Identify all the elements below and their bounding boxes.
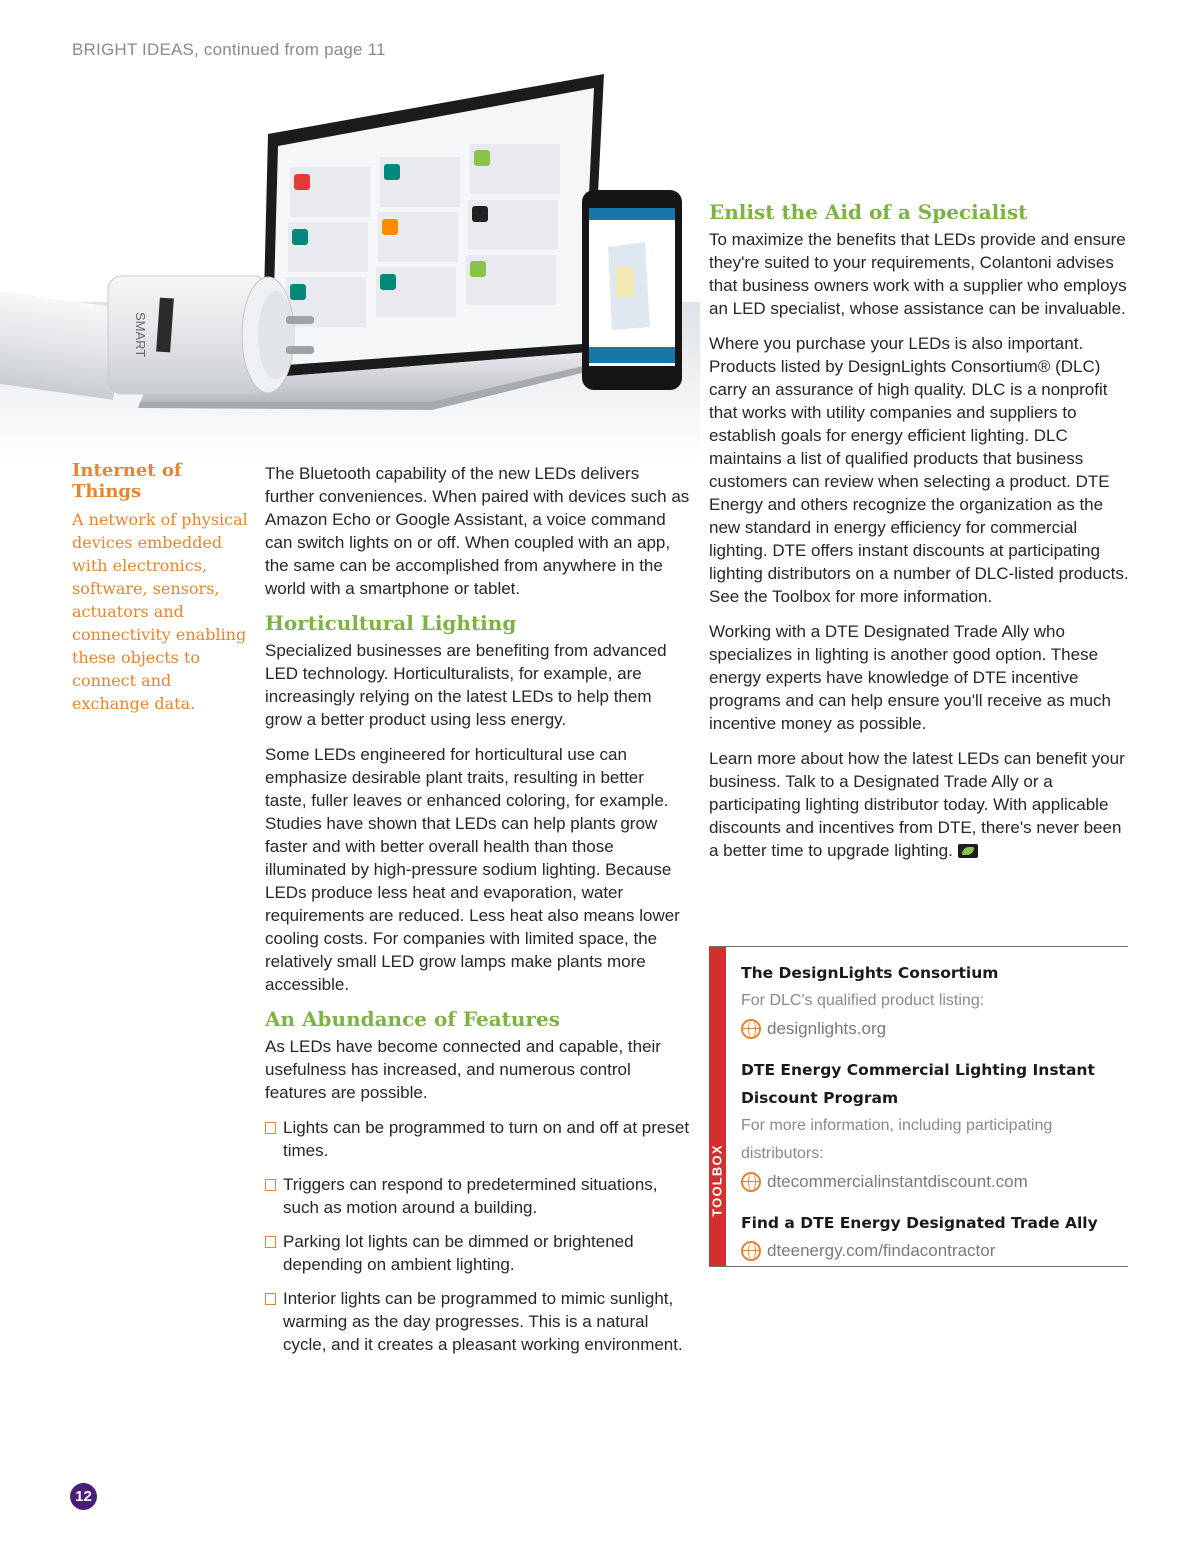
- bullet-box-icon: [265, 1179, 276, 1191]
- toolbox-entry-desc: For DLC's qualified product listing:: [741, 992, 985, 1009]
- toolbox-entry-desc: For more information, including participating distributors:: [741, 1117, 1053, 1162]
- toolbox-entry: [741, 1056, 1121, 1196]
- intro-paragraph: The Bluetooth capability of the new LEDs delivers further conveniences. When paired with devices such as Amazon Echo or Google Assistant, a voice command can switch lights on or off. When coupled with an app, the same can be accomplished from anywhere in the world with a smartphone or tablet.: [265, 464, 690, 598]
- sidebar-title: Internet of Things: [72, 460, 182, 502]
- right-column: [709, 197, 1134, 874]
- list-item: [265, 1230, 690, 1276]
- toolbox-link[interactable]: [741, 1168, 1121, 1196]
- specialist-paragraph-4: [709, 747, 1134, 862]
- list-item-text: Interior lights can be programmed to mimic sunlight, warming as the day progresses. This is a natural cycle, and it creates a pleasant working environment.: [283, 1289, 683, 1354]
- toolbox-entry-title: DTE Energy Commercial Lighting Instant Discount Program: [741, 1061, 1095, 1107]
- toolbox-entry-title: The DesignLights Consortium: [741, 964, 999, 982]
- sidebar-text: A network of physical devices embedded with electronics, software, sensors, actuators and connectivity enabling these objects to connect and exchange data.: [72, 510, 248, 713]
- toolbox-entry: [741, 1209, 1121, 1265]
- globe-icon: [741, 1241, 761, 1261]
- middle-column: [265, 462, 690, 1367]
- specialist-paragraph-1: To maximize the benefits that LEDs provide and ensure they're suited to your requirements, Colantoni advises that business owners work with a supplier who employs an LED specialist, whose assistance can be invaluable.: [709, 230, 1127, 318]
- features-list: [265, 1116, 690, 1356]
- toolbox-link-text[interactable]: dtecommercialinstantdiscount.com: [767, 1172, 1028, 1191]
- list-item-text: Parking lot lights can be dimmed or brightened depending on ambient lighting.: [283, 1232, 634, 1274]
- heading-horticultural: Horticultural Lighting: [265, 611, 517, 635]
- heading-specialist: Enlist the Aid of a Specialist: [709, 200, 1028, 224]
- toolbox-label: TOOLBOX: [709, 1144, 725, 1217]
- toolbox-link-text[interactable]: designlights.org: [767, 1019, 887, 1038]
- bullet-box-icon: [265, 1236, 276, 1248]
- bullet-box-icon: [265, 1293, 276, 1305]
- tube-brand-text: SMART: [133, 312, 148, 358]
- toolbox-bar: [709, 947, 726, 1266]
- list-item: [265, 1116, 690, 1162]
- page-number: 12: [70, 1483, 97, 1510]
- smartphone: [582, 190, 682, 390]
- list-item-text: Triggers can respond to predetermined situations, such as motion around a building.: [283, 1175, 658, 1217]
- specialist-paragraph-2: Where you purchase your LEDs is also important. Products listed by DesignLights Consortium® (DLC) carry an assurance of high quality. DLC is a nonprofit that works with utility companies and suppliers to establish goals for energy efficient lighting. DLC maintains a list of qualified products that business customers can review when selecting a product. DTE Energy and others recognize the organization as the new standard in energy efficiency for commercial lighting. DTE offers instant discounts at participating lighting distributors on a number of DLC-listed products. See the Toolbox for more information.: [709, 334, 1129, 606]
- running-head: BRIGHT IDEAS, continued from page 11: [72, 40, 386, 59]
- bullet-box-icon: [265, 1122, 276, 1134]
- toolbox-entry: [741, 959, 1121, 1043]
- leaf-end-icon: [958, 844, 978, 858]
- toolbox-entry-title: Find a DTE Energy Designated Trade Ally: [741, 1214, 1098, 1232]
- closing-text: Learn more about how the latest LEDs can benefit your business. Talk to a Designated Trade Ally or a participating lighting distributor today. With applicable discounts and incentives from DTE, there's never been a better time to upgrade lighting.: [709, 749, 1125, 860]
- toolbox-entries: [741, 959, 1121, 1278]
- list-item-text: Lights can be programmed to turn on and off at preset times.: [283, 1118, 690, 1160]
- hero-illustration: [0, 62, 700, 462]
- globe-icon: [741, 1172, 761, 1192]
- horticultural-paragraph-1: Specialized businesses are benefiting from advanced LED technology. Horticulturalists, for example, are increasingly relying on the latest LEDs to help them grow a better product using less energy.: [265, 641, 667, 729]
- led-tube: [0, 276, 314, 400]
- toolbox-link[interactable]: [741, 1237, 1121, 1265]
- toolbox: [709, 946, 1128, 1267]
- toolbox-link-text[interactable]: dteenergy.com/findacontractor: [767, 1241, 996, 1260]
- list-item: [265, 1173, 690, 1219]
- heading-features: An Abundance of Features: [265, 1007, 560, 1031]
- list-item: [265, 1287, 690, 1356]
- globe-icon: [741, 1019, 761, 1039]
- specialist-paragraph-3: Working with a DTE Designated Trade Ally who specializes in lighting is another good option. These energy experts have knowledge of DTE incentive programs and can help ensure you'll receive as much incentive money as possible.: [709, 622, 1112, 733]
- features-intro: As LEDs have become connected and capable, their usefulness has increased, and numerous control features are possible.: [265, 1037, 661, 1102]
- sidebar-definition: [72, 460, 248, 715]
- horticultural-paragraph-2: Some LEDs engineered for horticultural use can emphasize desirable plant traits, resulting in better taste, fuller leaves or enhanced coloring, for example. Studies have shown that LEDs can help plants grow faster and with better overall health than those illuminated by high-pressure sodium lighting. Because LEDs produce less heat and evaporation, water requirements are reduced. Less heat also means lower cooling costs. For companies with limited space, the relatively small LED grow lamps make plants more accessible.: [265, 745, 680, 994]
- toolbox-link[interactable]: [741, 1015, 1121, 1043]
